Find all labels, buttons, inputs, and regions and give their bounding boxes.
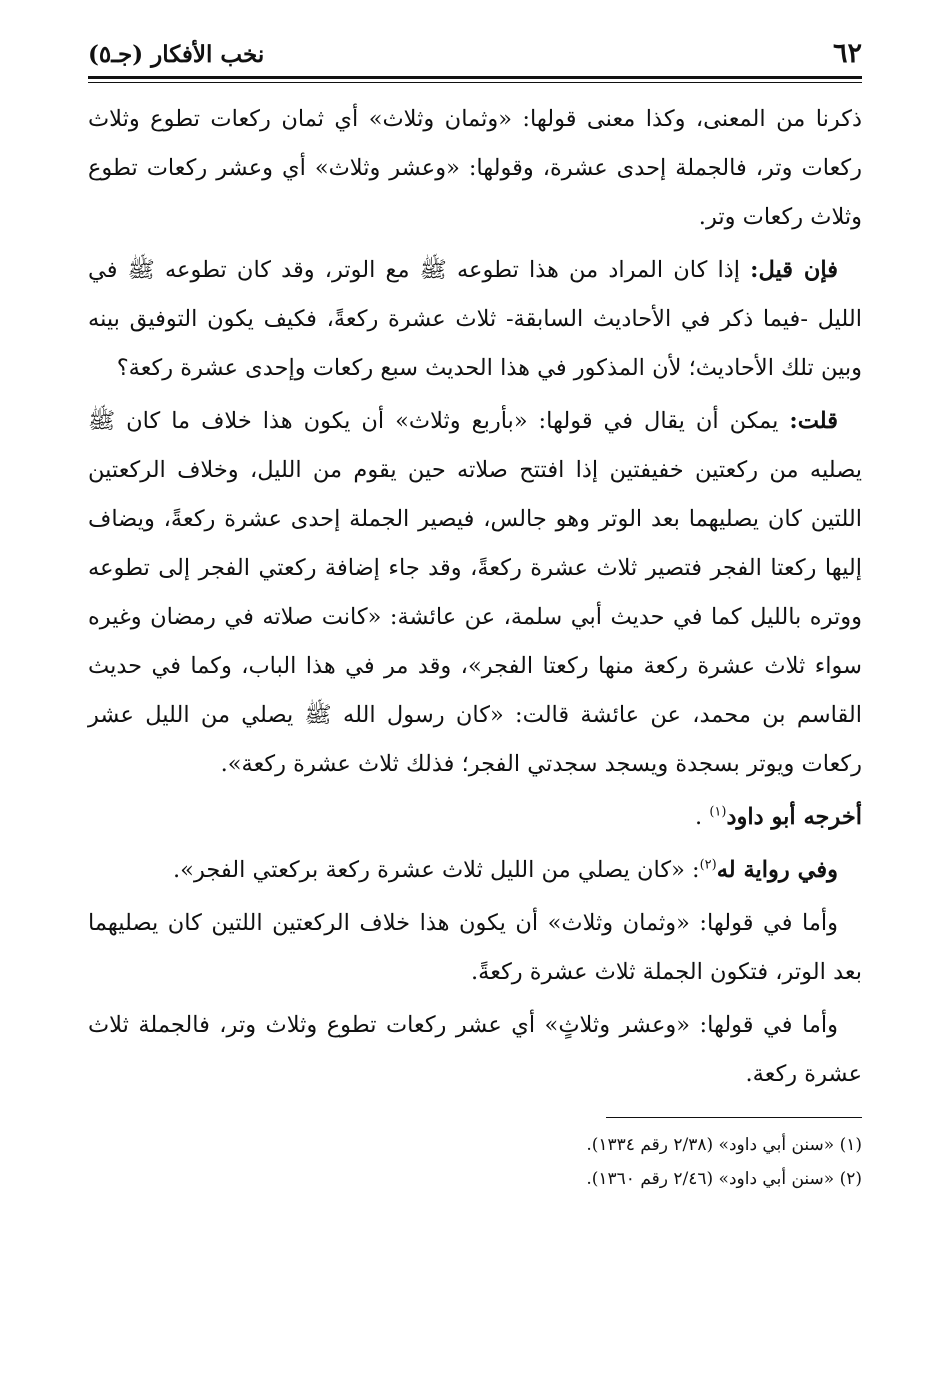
footnote-separator bbox=[606, 1117, 862, 1118]
running-title: نخب الأفكار (جـ٥) bbox=[88, 41, 265, 68]
footnote-ref: (١) bbox=[709, 804, 727, 820]
paragraph-text: وأما في قولها: «وعشر وثلاثٍ» أي عشر ركعات تطوع وثلاث وتر، فالجملة ثلاث عشرة ركعة. bbox=[88, 1012, 862, 1087]
body-text bbox=[88, 95, 862, 1099]
paragraph-text: إذا كان المراد من هذا تطوعه ﷺ مع الوتر، وقد كان تطوعه ﷺ في الليل -فيما ذكر في الأحاديث السابقة- ثلاث عشرة ركعةً، فكيف يكون التوفيق بينه وبين تلك الأحاديث؛ لأن المذكور في هذا الحديث سبع ركعات وإحدى عشرة ركعة؟ bbox=[88, 257, 862, 381]
page-number: ٦٢ bbox=[832, 38, 862, 69]
paragraph bbox=[88, 397, 862, 789]
paragraph-lead: قلت: bbox=[789, 408, 838, 434]
paragraph bbox=[88, 899, 862, 997]
paragraph-text: ذكرنا من المعنى، وكذا معنى قولها: «وثمان وثلاث» أي ثمان ركعات تطوع وثلاث ركعات وتر، فالجملة إحدى عشرة، وقولها: «وعشر وثلاث» أي وعشر ركعات تطوع وثلاث ركعات وتر. bbox=[88, 106, 862, 230]
paragraph bbox=[88, 1001, 862, 1099]
paragraph bbox=[88, 95, 862, 242]
attribution bbox=[88, 793, 862, 842]
page-header bbox=[88, 36, 862, 76]
attribution-end: . bbox=[695, 804, 710, 830]
header-rule-thin bbox=[88, 82, 862, 83]
header-rule-thick bbox=[88, 76, 862, 79]
paragraph bbox=[88, 246, 862, 393]
footnote-ref: (٢) bbox=[699, 857, 717, 873]
book-page bbox=[88, 36, 862, 1196]
attribution-text: أخرجه أبو داود bbox=[726, 804, 862, 830]
riwaya bbox=[88, 846, 862, 895]
paragraph-text: يمكن أن يقال في قولها: «بأربع وثلاث» أن يكون هذا خلاف ما كان ﷺ يصليه من ركعتين خفيفتين إذا افتتح صلاته حين يقوم من الليل، وخلاف الركعتين اللتين كان يصليهما بعد الوتر وهو جالس، فيصير الجملة إحدى عشرة ركعةً، ويضاف إليها ركعتا الفجر فتصير ثلاث عشرة ركعةً، وقد جاء إضافة ركعتي الفجر إلى تطوعه ووتره بالليل كما في حديث أبي سلمة، عن عائشة: «كانت صلاته في رمضان وغيره سواء ثلاث عشرة ركعة منها ركعتا الفجر»، وقد مر في هذا الباب، وكما في حديث القاسم بن محمد، عن عائشة قالت: «كان رسول الله ﷺ يصلي من الليل عشر ركعات ويوتر بسجدة ويسجد سجدتي الفجر؛ فذلك ثلاث عشرة ركعة». bbox=[88, 408, 862, 777]
riwaya-lead: وفي رواية له bbox=[716, 857, 838, 883]
riwaya-text: : «كان يصلي من الليل ثلاث عشرة ركعة بركعتي الفجر». bbox=[173, 857, 700, 883]
footnote: (١) «سنن أبي داود» (٢/٣٨ رقم ١٣٣٤). bbox=[586, 1135, 862, 1155]
footnote: (٢) «سنن أبي داود» (٢/٤٦ رقم ١٣٦٠). bbox=[586, 1169, 862, 1189]
paragraph-lead: فإن قيل: bbox=[750, 257, 838, 283]
footnotes bbox=[88, 1128, 862, 1196]
paragraph-text: وأما في قولها: «وثمان وثلاث» أن يكون هذا خلاف الركعتين اللتين كان يصليهما بعد الوتر، فتكون الجملة ثلاث عشرة ركعةً. bbox=[88, 910, 862, 985]
